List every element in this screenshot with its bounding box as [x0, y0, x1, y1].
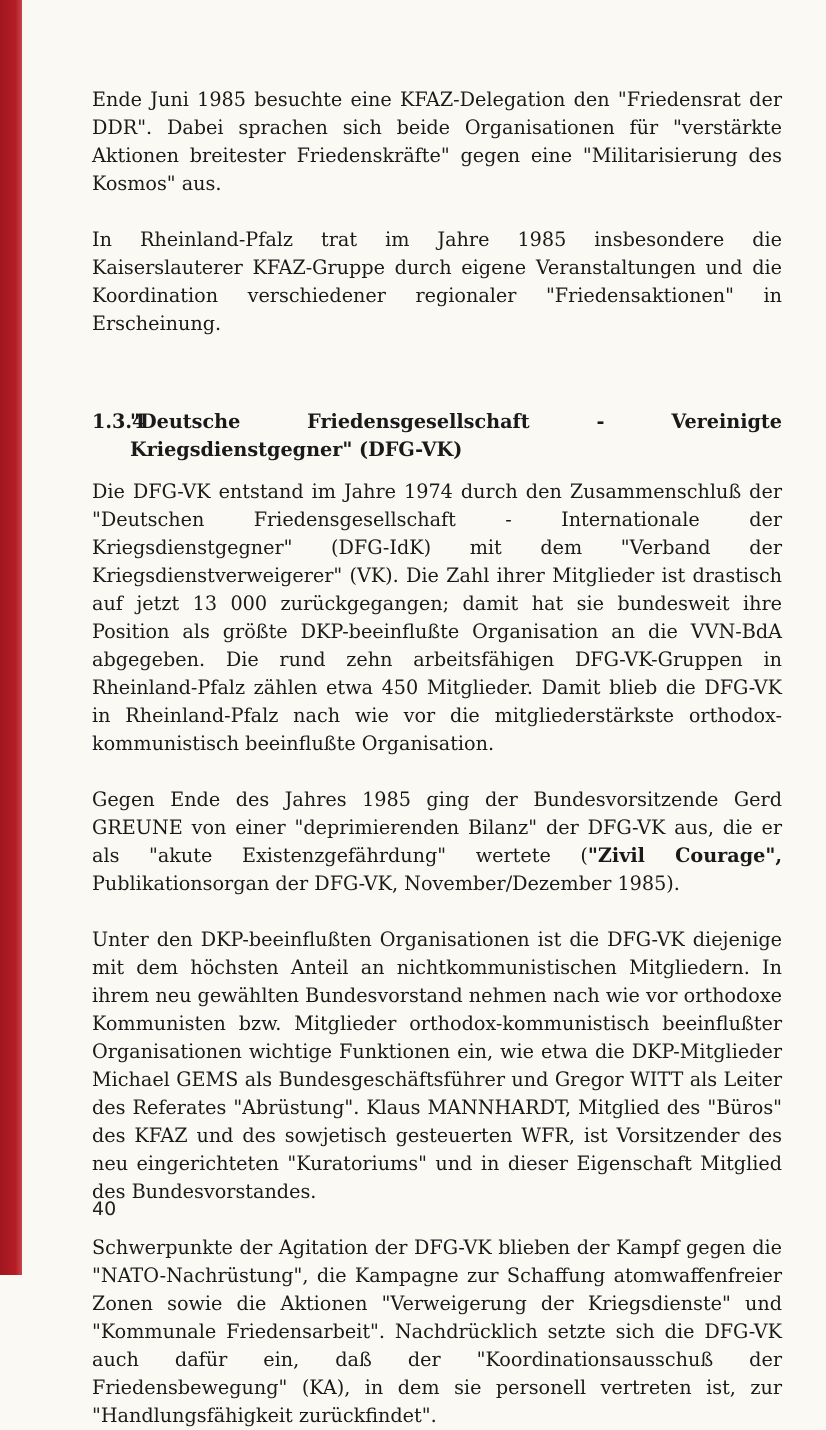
book-spine-edge [0, 0, 22, 1275]
section-number: 1.3.4 [92, 410, 146, 433]
paragraph-dkp-members: Unter den DKP-beeinflußten Organisationen ist die DFG-VK diejenige mit dem höchsten Anteil an nichtkommunistischen Mitgliedern. In ihrem neu gewählten Bundesvorstand nehmen nach wie vor orthodoxe Kommunisten bzw. Mitglieder orthodox-kommunistisch beeinflußter Organisationen wichtige Funktionen ein, wie etwa die DKP-Mitglieder Michael GEMS als Bundesgeschäftsführer und Gregor WITT als Leiter des Referates "Abrüstung". Klaus MANNHARDT, Mitglied des "Büros" des KFAZ und des sowjetisch gesteuerten WFR, ist Vorsitzender des neu eingerichteten "Kuratoriums" und in dieser Eigenschaft Mitglied des Bundesvorstandes. [92, 928, 782, 1203]
section-title: "Deutsche Friedensgesellschaft - Vereinigte Kriegsdienstgegner" (DFG-VK) [130, 410, 782, 461]
paragraph-agitation-focus: Schwerpunkte der Agitation der DFG-VK blieben der Kampf gegen die "NATO-Nachrüstung", die Kampagne zur Schaffung atomwaffenfreier Zonen sowie die Aktionen "Verweigerung der Kriegsdienste" und "Kommunale Friedensarbeit". Nachdrücklich setzte sich die DFG-VK auch dafür ein, daß der "Koordinationsausschuß der Friedensbewegung" (KA), in dem sie personell vertreten ist, zur "Handlungsfähigkeit zurückfindet". [92, 1236, 782, 1427]
page-number: 40 [92, 1198, 117, 1220]
paragraph-greune-text-before: Gegen Ende des Jahres 1985 ging der Bundesvorsitzende Gerd GREUNE von einer "deprimierenden Bilanz" der DFG-VK aus, die er als "akute Existenzgefährdung" wertete ( [92, 788, 782, 867]
paragraph-dfg-vk-origin: Die DFG-VK entstand im Jahre 1974 durch den Zusammenschluß der "Deutschen Friedensgesellschaft - Internationale der Kriegsdienstgegner" (DFG-IdK) mit dem "Verband der Kriegsdienstverweigerer" (VK). Die Zahl ihrer Mitglieder ist drastisch auf jetzt 13 000 zurückgegangen; damit hat sie bundesweit ihre Position als größte DKP-beeinflußte Organisation an die VVN-BdA abgegeben. Die rund zehn arbeitsfähigen DFG-VK-Gruppen in Rheinland-Pfalz zählen etwa 450 Mitglieder. Damit blieb die DFG-VK in Rheinland-Pfalz nach wie vor die mitgliederstärkste orthodox-kommunistisch beeinflußte Organisation. [92, 480, 782, 755]
paragraph-greune-text-after: Publikationsorgan der DFG-VK, November/Dezember 1985). [92, 872, 680, 895]
document-page [92, 86, 782, 1430]
paragraph-kfaz-delegation: Ende Juni 1985 besuchte eine KFAZ-Delegation den "Friedensrat der DDR". Dabei sprachen sich beide Organisationen für "verstärkte Aktionen breitester Friedenskräfte" gegen eine "Militarisierung des Kosmos" aus. [92, 88, 782, 195]
section-heading [92, 408, 782, 464]
paragraph-kaiserslautern-group: In Rheinland-Pfalz trat im Jahre 1985 insbesondere die Kaiserslauterer KFAZ-Gruppe durch eigene Veranstaltungen und die Koordination verschiedener regionaler "Friedensaktionen" in Erscheinung. [92, 228, 782, 335]
publication-title: "Zivil Courage", [587, 844, 782, 867]
paragraph-greune-bilanz [92, 786, 782, 898]
